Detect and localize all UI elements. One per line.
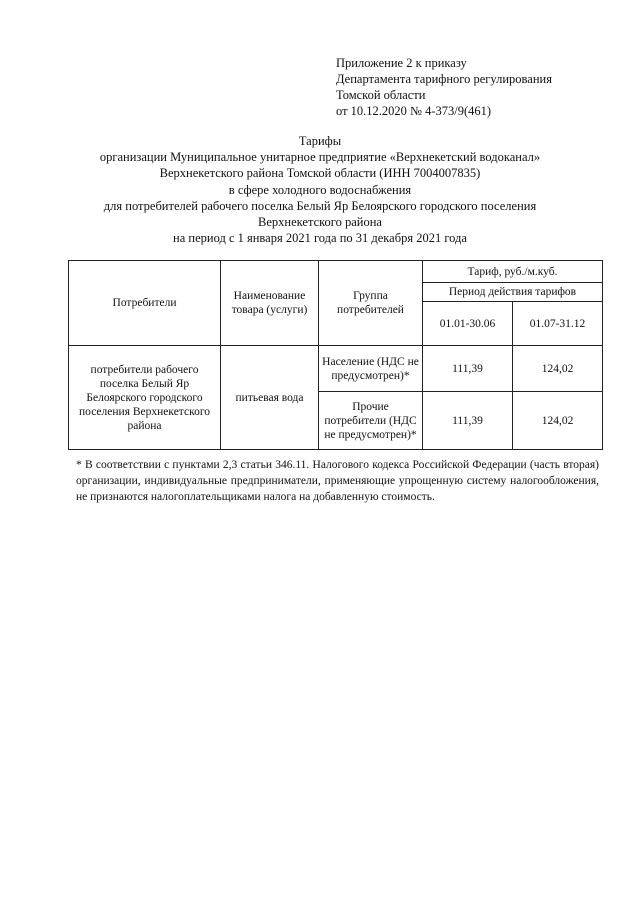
tariff-cell: 124,02 (513, 346, 603, 392)
header-period-1: 01.01-30.06 (423, 302, 513, 346)
title-line-5: для потребителей рабочего поселка Белый Яр Белоярского городского поселения (103, 198, 537, 213)
tariff-table (68, 260, 603, 450)
header-period: Период действия тарифов (423, 283, 603, 302)
consumer-cell: потребители рабочего поселка Белый Яр Белоярского городского поселения Верхнекетского района (69, 346, 221, 450)
title-line-1: Тарифы (298, 134, 342, 148)
group-cell: Население (НДС не предусмотрен)* (319, 346, 423, 392)
header-product-name: Наименование товара (услуги) (221, 261, 319, 346)
group-cell: Прочие потребители (НДС не предусмотрен)* (319, 392, 423, 450)
appendix-line-1: Приложение 2 к приказу (336, 56, 467, 70)
tariff-cell: 111,39 (423, 392, 513, 450)
title-line-4: в сфере холодного водоснабжения (228, 182, 412, 197)
appendix-line-3: Томской области (336, 88, 426, 102)
header-consumers: Потребители (69, 261, 221, 346)
appendix-line-4: от 10.12.2020 № 4-373/9(461) (336, 104, 492, 118)
appendix-header (336, 55, 552, 119)
title-line-6: Верхнекетского района (258, 215, 382, 230)
product-cell: питьевая вода (221, 346, 319, 450)
document-title (60, 133, 580, 246)
appendix-line-2: Департамента тарифного регулирования (336, 72, 552, 86)
title-line-3: Верхнекетского района Томской области (ИНН 7004007835) (159, 166, 481, 181)
footnote: * В соответствии с пунктами 2,3 статьи 346.11. Налогового кодекса Российской Федерации (часть вторая) организации, индивидуальные предприниматели, применяющие упрощенную систему налогообложения, не признаются налогоплательщиками налога на добавленную стоимость. (76, 459, 599, 503)
header-consumer-group: Группа потребителей (319, 261, 423, 346)
title-line-2: организации Муниципальное унитарное предприятие «Верхнекетский водоканал» (99, 150, 541, 165)
tariff-cell: 124,02 (513, 392, 603, 450)
table-header-row (69, 261, 603, 283)
header-period-2: 01.07-31.12 (513, 302, 603, 346)
table-row (69, 346, 603, 392)
title-line-7: на период с 1 января 2021 года по 31 декабря 2021 года (173, 231, 467, 246)
tariff-cell: 111,39 (423, 346, 513, 392)
header-tariff: Тариф, руб./м.куб. (423, 261, 603, 283)
